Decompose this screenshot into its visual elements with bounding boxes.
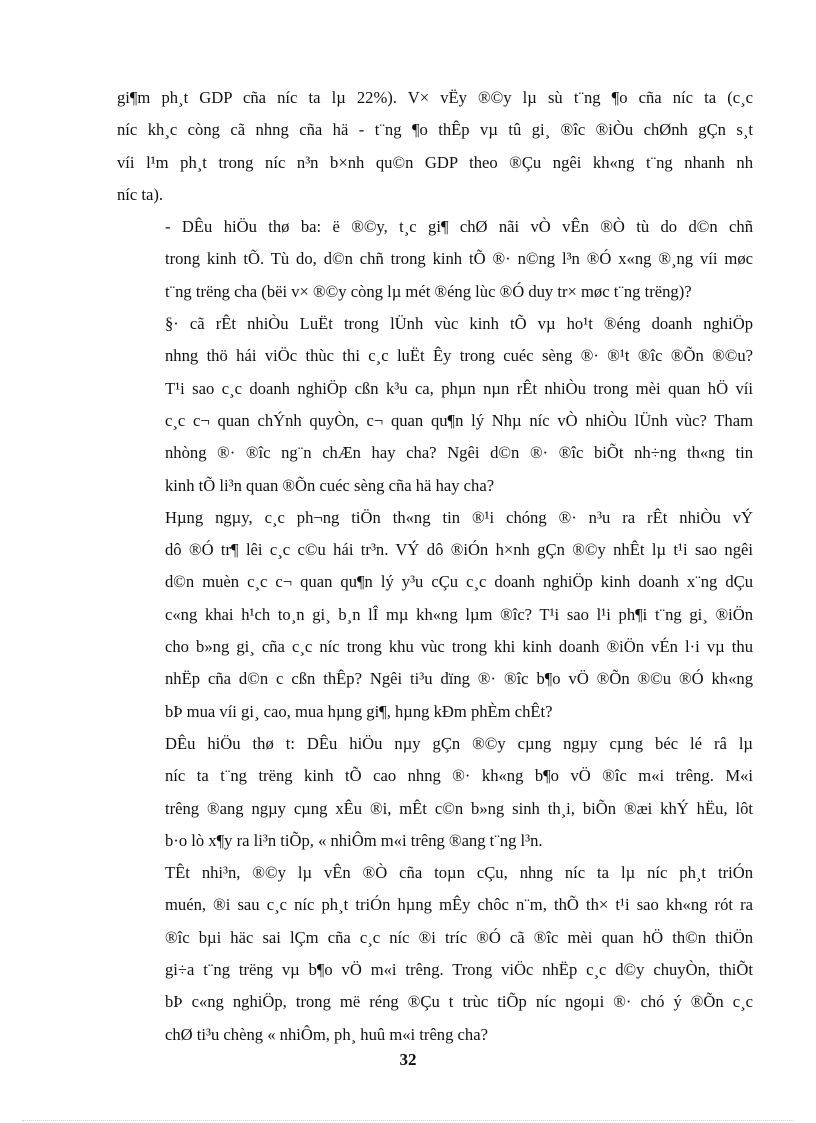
- text-line: §· cã rÊt nhiÒu LuËt trong lÜnh vùc kinh tÕ vµ ho¹t ®éng doanh nghiÖp: [165, 314, 753, 334]
- text-line: nhòng ®· ®îc ng¨n chÆn hay cha? Ngêi d©n ®· ®îc biÕt nh÷ng th«ng tin: [165, 443, 753, 463]
- page-number: 32: [399, 1050, 417, 1069]
- text-line: Hµng ngµy, c¸c ph¬ng tiÖn th«ng tin ®¹i chóng ®· n³u ra rÊt nhiÒu vÝ: [165, 507, 753, 527]
- text-line: kinh tÕ li³n quan ®Õn cuéc sèng cña hä hay cha?: [165, 475, 495, 495]
- document-body: [117, 82, 753, 1051]
- body-paragraph: [117, 857, 753, 1051]
- body-paragraph: [117, 308, 753, 502]
- body-paragraph: [117, 82, 753, 211]
- text-line: t¨ng trëng cha (bëi v× ®©y còng lµ mét ®éng lùc ®Ó duy tr× møc t¨ng trëng)?: [165, 281, 692, 301]
- page-bottom-divider: [22, 1120, 794, 1121]
- text-line: chØ ti³u chèng « nhiÔm, ph¸ huû m«i trêng cha?: [165, 1024, 488, 1044]
- text-line: b·o lò x¶y ra li³n tiÕp, « nhiÔm m«i trêng ®ang t¨ng l³n.: [165, 830, 543, 850]
- text-line: - DÊu hiÖu thø ba: ë ®©y, t¸c gi¶ chØ nãi vÒ vÊn ®Ò tù do d©n chñ: [165, 217, 753, 237]
- text-line: c«ng khai h¹ch to¸n gi¸ b¸n lÎ mµ kh«ng lµm ®îc? T¹i sao l¹i ph¶i t¨ng gi¸ ®iÖn: [165, 604, 753, 624]
- text-line: trong kinh tÕ. Tù do, d©n chñ trong kinh tÕ ®· n©ng l³n ®Ó x«ng ®¸ng víi møc: [165, 249, 753, 269]
- text-line: nhng thö hái viÖc thùc thi c¸c luËt Êy trong cuéc sèng ®· ®¹t ®îc ®Õn ®©u?: [165, 346, 753, 366]
- body-paragraph: [117, 728, 753, 857]
- text-line: níc kh¸c còng cã nhng cña hä - t¨ng ¶o thÊp vµ tû gi¸ ®îc ®iÒu chØnh gÇn s¸t: [117, 120, 753, 140]
- text-line: dô ®Ó tr¶ lêi c¸c c©u hái tr³n. VÝ dô ®iÓn h×nh gÇn ®©y nhÊt lµ t¹i sao ngêi: [165, 540, 753, 560]
- text-line: d©n muèn c¸c c¬ quan qu¶n lý y³u cÇu c¸c doanh nghiÖp kinh doanh x¨ng dÇu: [165, 572, 753, 592]
- text-line: muén, ®i sau c¸c níc ph¸t triÓn hµng mÊy chôc n¨m, thÕ th× t¹i sao kh«ng rót ra: [165, 895, 753, 915]
- text-line: ®îc bµi häc sai lÇm cña c¸c níc ®i tríc ®Ó cã ®îc mèi quan hÖ th©n thiÖn: [165, 927, 753, 947]
- body-paragraph: [117, 211, 753, 308]
- text-line: bÞ c«ng nghiÖp, trong më réng ®Çu t trùc tiÕp níc ngoµi ®· chó ý ®Õn c¸c: [165, 992, 753, 1012]
- text-line: DÊu hiÖu thø t: DÊu hiÖu nµy gÇn ®©y cµng ngµy cµng béc lé râ lµ: [165, 733, 753, 753]
- text-line: gi÷a t¨ng trëng vµ b¶o vÖ m«i trêng. Trong viÖc nhËp c¸c d©y chuyÒn, thiÕt: [165, 960, 753, 980]
- text-line: c¸c c¬ quan chÝnh quyÒn, c¬ quan qu¶n lý Nhµ níc vÒ nhiÒu lÜnh vùc? Tham: [165, 410, 753, 430]
- text-line: T¹i sao c¸c doanh nghiÖp cßn k³u ca, phµn nµn rÊt nhiÒu trong mèi quan hÖ víi: [165, 378, 753, 398]
- text-line: trêng ®ang ngµy cµng xÊu ®i, mÊt c©n b»ng sinh th¸i, biÕn ®æi khÝ hËu, lôt: [165, 798, 753, 818]
- body-paragraph: [117, 502, 753, 728]
- text-line: cho b»ng gi¸ cña c¸c níc trong khu vùc trong khi kinh doanh ®iÖn vÉn l·i vµ thu: [165, 637, 753, 657]
- text-line: nhËp cña d©n c cßn thÊp? Ngêi ti³u dïng ®· ®îc b¶o vÖ ®Õn ®©u ®Ó kh«ng: [165, 669, 753, 689]
- text-line: gi¶m ph¸t GDP cña níc ta lµ 22%). V× vËy ®©y lµ sù t¨ng ¶o cña níc ta (c¸c: [117, 88, 753, 107]
- text-line: TÊt nhi³n, ®©y lµ vÊn ®Ò cña toµn cÇu, nhng níc ta lµ níc ph¸t triÓn: [165, 863, 753, 883]
- text-line: níc ta t¨ng trëng kinh tÕ cao nhng ®· kh«ng b¶o vÖ ®îc m«i trêng. M«i: [165, 766, 753, 786]
- text-line: víi l¹m ph¸t trong níc n³n b×nh qu©n GDP theo ®Çu ngêi kh«ng t¨ng nhanh nh: [117, 152, 753, 172]
- text-line: bÞ mua víi gi¸ cao, mua hµng gi¶, hµng kÐm phÈm chÊt?: [165, 701, 553, 721]
- text-line: níc ta).: [117, 184, 164, 204]
